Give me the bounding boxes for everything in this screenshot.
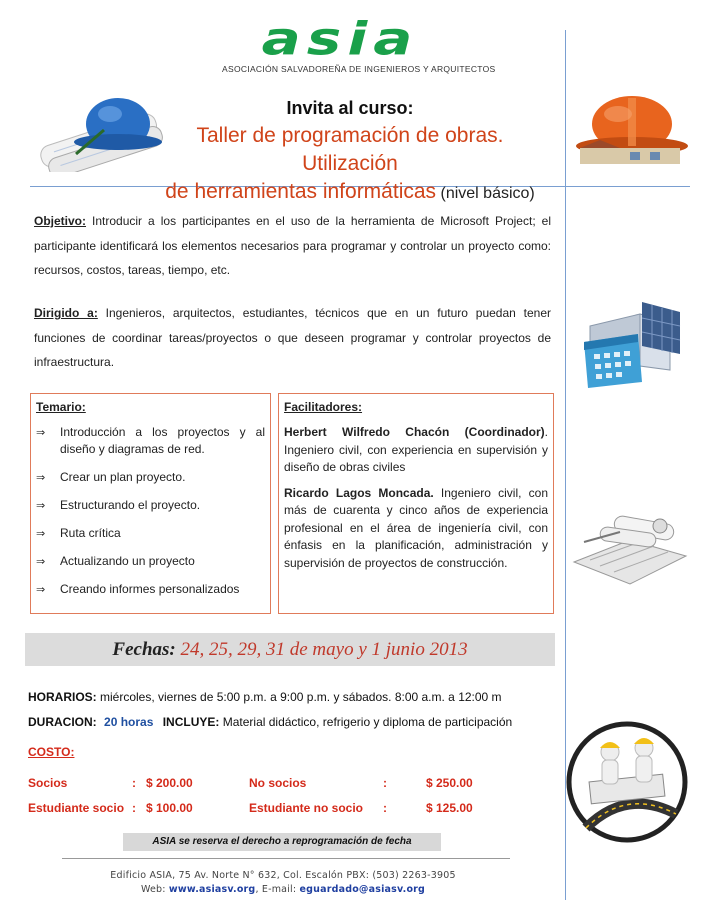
facilitador-name: Ricardo Lagos Moncada. [284, 485, 434, 500]
title-level: (nivel básico) [436, 185, 535, 202]
temario-item [36, 553, 265, 570]
cost-price-estudiante-socio: $ 100.00 [146, 801, 193, 815]
footer-web-label: Web: [140, 884, 169, 895]
footer-email-label: , E-mail: [255, 884, 300, 895]
construction-plans-image [570, 512, 690, 590]
facilitador-entry [284, 485, 548, 573]
cost-colon: : [132, 801, 136, 815]
dirigido-label: Dirigido a: [34, 306, 98, 320]
title-line-1: Taller de programación de obras. Utilización [196, 124, 504, 175]
logo-subtitle: ASOCIACIÓN SALVADOREÑA DE INGENIEROS Y ARQUITECTOS [222, 64, 496, 74]
course-title [150, 122, 550, 208]
temario-item [36, 581, 265, 598]
incluye-text: Material didáctico, refrigerio y diploma de participación [219, 715, 513, 729]
temario-item-text: Estructurando el proyecto. [60, 498, 201, 512]
horarios-text: miércoles, viernes de 5:00 p.m. a 9:00 p.m. y sábados. 8:00 a.m. a 12:00 m [96, 690, 502, 704]
temario-item-text: Creando informes personalizados [60, 582, 240, 596]
facilitador-entry [284, 424, 548, 477]
reprogramacion-note: ASIA se reserva el derecho a reprogramación de fecha [123, 833, 441, 851]
cost-label-no-socios: No socios [249, 776, 307, 790]
engineers-circle-image [566, 718, 688, 846]
temario-item-text: Crear un plan proyecto. [60, 470, 186, 484]
duracion-hours: 20 horas [104, 715, 154, 729]
cost-colon: : [132, 776, 136, 790]
horarios-line [28, 690, 502, 704]
temario-box [30, 393, 271, 614]
arrow-icon: ⇒ [36, 426, 46, 439]
arrow-icon: ⇒ [36, 555, 46, 568]
cost-colon: : [383, 801, 387, 815]
arrow-icon: ⇒ [36, 499, 46, 512]
duracion-line [28, 715, 512, 729]
cost-colon: : [383, 776, 387, 790]
blue-helmet-blueprints-image [34, 84, 174, 172]
objetivo-paragraph [34, 209, 551, 283]
fechas-value: 24, 25, 29, 31 de mayo y 1 junio 2013 [175, 639, 468, 660]
objetivo-label: Objetivo: [34, 214, 87, 228]
asia-logo [222, 12, 496, 88]
arrow-icon: ⇒ [36, 471, 46, 484]
invita-heading: Invita al curso: [286, 98, 414, 118]
temario-item-text: Introducción a los proyectos y al diseño y diagramas de red. [60, 425, 265, 456]
facilitadores-heading: Facilitadores: [284, 400, 363, 414]
cost-label-socios: Socios [28, 776, 68, 790]
cost-price-no-socios: $ 250.00 [426, 776, 473, 790]
footer-contact [0, 884, 566, 895]
cost-label-estudiante-no-socio: Estudiante no socio [249, 801, 364, 815]
facilitadores-box [278, 393, 554, 614]
dirigido-text: Ingenieros, arquitectos, estudiantes, técnicos que en un futuro puedan tener funciones de coordinar tareas/proyectos o que deseen programar y controlar proyectos de infraestructura. [34, 306, 551, 369]
footer-web-link[interactable]: www.asiasv.org [168, 884, 256, 895]
arrow-icon: ⇒ [36, 583, 46, 596]
facilitador-desc: Ingeniero civil, con más de cuarenta y cinco años de experiencia profesional en el área de ingeniería civil, con énfasis en la planificación, administración y supervisión de proyectos de construcción. [284, 485, 548, 570]
footer-email-link[interactable]: eguardado@asiasv.org [299, 884, 426, 895]
dirigido-paragraph [34, 301, 551, 375]
horarios-label: HORARIOS: [28, 690, 97, 704]
footer-divider [62, 858, 510, 859]
temario-item-text: Ruta crítica [60, 526, 121, 540]
duracion-label: DURACION: [28, 715, 97, 729]
temario-item-text: Actualizando un proyecto [60, 554, 195, 568]
facilitador-desc: . Ingeniero civil, con experiencia en supervisión y diseño de obras civiles [284, 425, 548, 474]
orange-helmet-house-image [570, 90, 692, 170]
fechas-label: Fechas: [112, 639, 176, 660]
costo-heading: COSTO: [28, 745, 75, 759]
temario-heading: Temario: [36, 400, 86, 414]
cost-label-estudiante-socio: Estudiante socio [28, 801, 125, 815]
fechas-banner [25, 633, 555, 666]
temario-item [36, 469, 265, 486]
cost-price-estudiante-no-socio: $ 125.00 [426, 801, 473, 815]
facilitador-name: Herbert Wilfredo Chacón (Coordinador) [284, 425, 545, 439]
objetivo-text: Introducir a los participantes en el uso de la herramienta de Microsoft Project; el participante identificará los elementos necesarios para programar y controlar un proyecto como: recursos, costos, tareas, tiempo, etc. [34, 214, 551, 277]
temario-item [36, 424, 265, 458]
temario-item [36, 497, 265, 514]
logo-word: asia [261, 12, 419, 66]
arrow-icon: ⇒ [36, 527, 46, 540]
incluye-label: INCLUYE: [162, 715, 220, 729]
building-calendar-image [580, 296, 692, 388]
temario-item [36, 525, 265, 542]
cost-price-socios: $ 200.00 [146, 776, 193, 790]
footer-address: Edificio ASIA, 75 Av. Norte N° 632, Col. Escalón PBX: (503) 2263-3905 [110, 870, 456, 881]
title-line-2: de herramientas informáticas [165, 180, 437, 203]
